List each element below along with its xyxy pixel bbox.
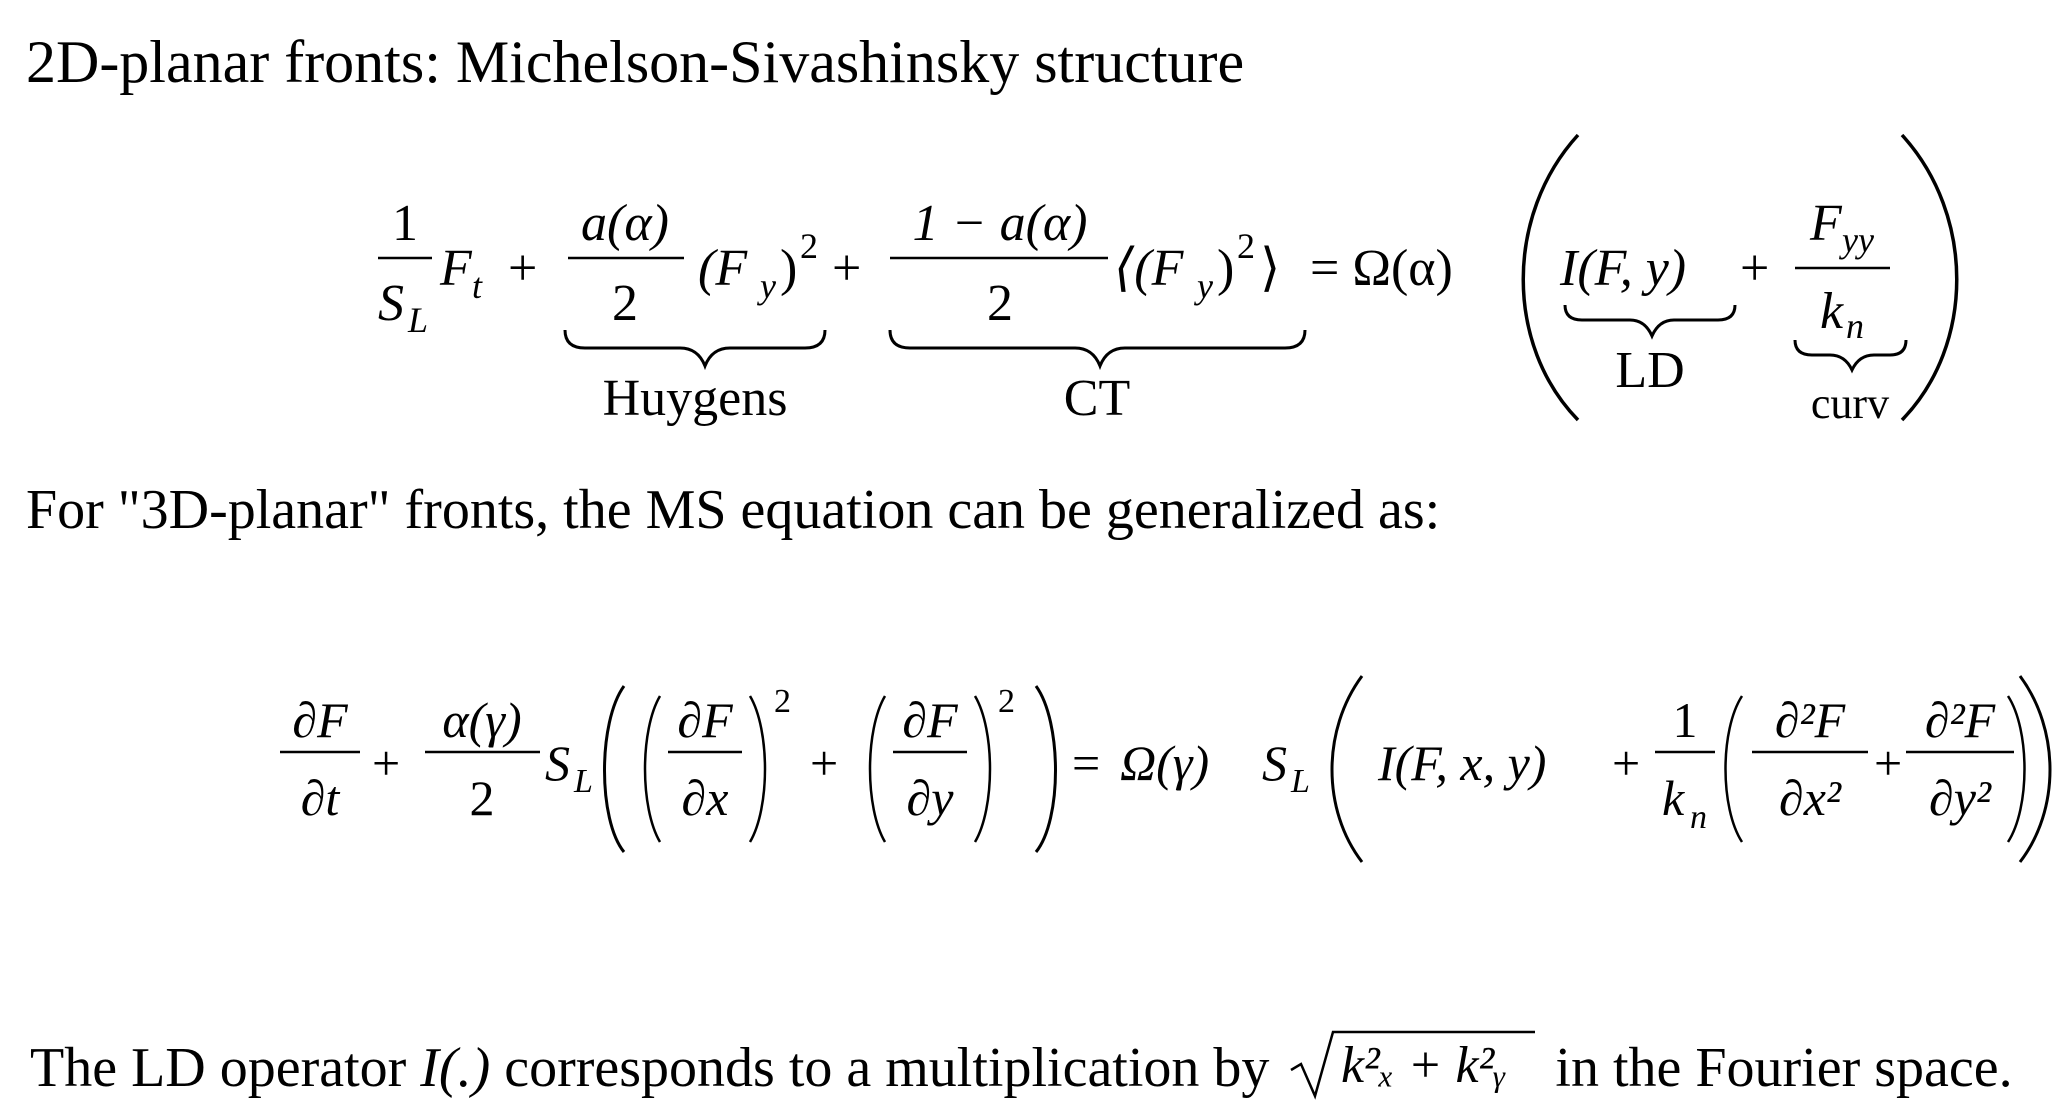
eq2d-two-1: 2 [612,275,638,332]
eq2d-ft: F [440,240,472,297]
eq2d-sl-sub: L [408,300,429,340]
eq3d-dx: ∂x [681,770,729,826]
eq3d-sq-y: 2 [998,683,1015,720]
ld-operator-sentence [30,1028,2013,1114]
eq3d-df-y: ∂F [902,692,958,748]
ld-sentence-before: The LD operator [30,1037,421,1099]
eq3d-dy: ∂y [906,770,954,826]
ld-sentence-after: in the Fourier space. [1555,1037,2013,1099]
sqrt-expression [1287,1028,1537,1114]
eq2d-plus-3: + [1740,240,1770,297]
eq3d-paren-outer-left [605,686,625,852]
eq3d-df-x: ∂F [677,692,733,748]
eq2d-label-curv: curv [1810,379,1890,428]
eq2d-plus-1: + [508,240,538,297]
eq3d-plus-1: + [372,735,401,791]
eq2d-i-fy: I(F, y) [1560,240,1687,297]
eq2d-label-ld: LD [1615,342,1685,399]
eq2d-kn-sub: n [1846,306,1864,346]
eq3d-paren-dy-left [870,696,885,842]
eq3d-paren-dy-right [975,696,990,842]
ld-sentence-operator: I(.) [420,1037,491,1099]
eq2d-fyy-sub: yy [1842,220,1874,260]
eq2d-sl: S [378,275,404,332]
eq3d-plus-4: + [1874,735,1903,791]
ld-sentence-middle: corresponds to a multiplication by [490,1037,1270,1099]
eq2d-fy-close: ) [780,240,798,297]
eq3d-omega-gamma: Ω(γ) [1120,735,1210,791]
eq2d-a-alpha: a(α) [581,195,669,252]
eq2d-ft-sub: t [472,266,483,306]
sqrt-radicand: k²ₓ + k²ᵧ [1341,1037,1507,1094]
eq2d-fy-sq: 2 [800,226,818,266]
eq3d-big-paren-left [1332,676,1362,862]
eq2d-avg-end: ⟩ [1260,240,1281,297]
eq2d-avg-close: ) [1217,240,1235,297]
eq2d-plus-2: + [832,240,862,297]
eq2d-one-minus-a: 1 − a(α) [912,195,1088,252]
eq3d-k-sub: n [1690,799,1707,836]
eq2d-one: 1 [392,195,418,252]
eq3d-df: ∂F [292,692,348,748]
eq3d-plus-3: + [1612,735,1641,791]
eq2d-fy: (F [698,240,748,297]
eq3d-d2f-y: ∂²F [1924,692,1996,748]
eq2d-avg: ⟨(F [1114,240,1184,297]
eq2d-label-ct: CT [1063,370,1131,427]
eq3d-paren-dx-right [750,696,765,842]
eq3d-paren-outer-right [1036,686,1056,852]
eq2d-fyy: F [1810,195,1842,252]
eq3d-two: 2 [469,770,495,826]
slide-title: 2D-planar fronts: Michelson-Sivashinsky structure [26,29,1245,95]
intro-3d-text: For "3D-planar" fronts, the MS equation can be generalized as: [26,479,1441,541]
eq3d-s2-sub: L [1291,763,1310,800]
eq3d-alpha-gamma: α(γ) [442,692,522,748]
eq2d-fy-sub: y [760,266,776,306]
eq2d-equals-omega: = Ω(α) [1310,240,1453,297]
eq3d-sq-x: 2 [774,683,791,720]
eq3d-dt: ∂t [300,770,340,826]
eq2d-avg-sub: y [1197,266,1213,306]
eq2d-avg-sq: 2 [1237,226,1255,266]
eq2d-kn: k [1820,283,1844,340]
eq3d-d2f-x: ∂²F [1774,692,1846,748]
eq3d-one: 1 [1672,692,1698,748]
eq2d-two-2: 2 [987,275,1013,332]
eq3d-paren-dx-left [645,696,660,842]
eq3d-s2: S [1262,735,1287,791]
eq3d-paren-d2-right [2008,696,2025,842]
eq3d-dy2: ∂y² [1929,770,1991,826]
eq2d-label-huygens: Huygens [602,370,788,427]
eq3d-plus-2: + [810,735,839,791]
eq3d-s-sub: L [574,763,593,800]
eq3d-i-fxy: I(F, x, y) [1378,735,1547,791]
eq3d-k: k [1662,770,1685,826]
eq3d-dx2: ∂x² [1779,770,1841,826]
eq3d-equals: = [1072,735,1101,791]
eq3d-s: S [545,735,570,791]
eq3d-paren-d2-left [1726,696,1743,842]
